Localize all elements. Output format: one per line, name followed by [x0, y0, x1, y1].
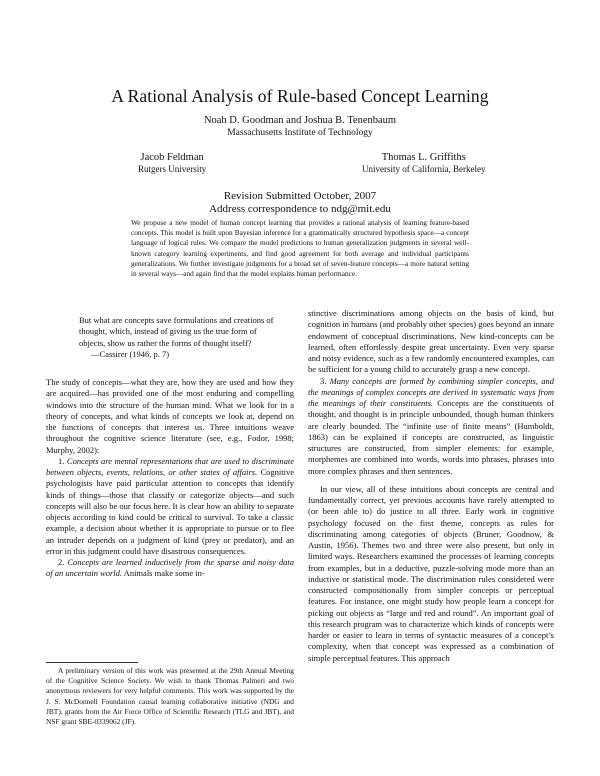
paragraph-text: Cognitive psychologists have paid particular attention to concepts that identify kinds of things—those that classify or categorize objects—and such concepts will also be our focus here. It is clear how an ability to separate objects according to kind could be critical to survival. To take a classic example, a decision about whether it is appropriate to pursue or to flee an intruder depends on a judgment of kind (prey or predator), and an error in this judgment could have disastrous consequences.	[46, 467, 294, 556]
body-paragraph: The study of concepts—what they are, how they are used and how they are acquired—has provided one of the most enduring and compelling windows into the structure of the human mind. What we look for in a theory of concepts, and what kinds of concepts we look at, depend on the functions of concepts that interest us. Three intuitions weave throughout the cognitive science literature (see, e.g., Fodor, 1998; Murphy, 2002):	[46, 377, 294, 455]
paper-title: A Rational Analysis of Rule-based Concept Learning	[111, 86, 489, 106]
body-paragraph: stinctive discriminations among objects on the basis of kind, but cognition in humans (and probably other species) goes beyond an innate endowment of conceptual discriminations. New kind-concepts can be learned, often effortlessly despite great uncertainty. Even very sparse and noisy evidence, such as a few randomly encountered examples, can be sufficient for a young child to accurately grasp a new concept.	[308, 308, 554, 375]
paragraph-text: Animals make some in-	[122, 568, 205, 579]
correspondence-address: Address correspondence to ndg@mit.edu	[209, 202, 391, 215]
epigraph	[79, 315, 279, 360]
author-name: Thomas L. Griffiths	[381, 152, 466, 163]
footnote-rule	[46, 662, 138, 663]
author-block-griffiths	[362, 152, 485, 174]
authors-affiliation: Massachusetts Institute of Technology	[227, 128, 373, 138]
body-paragraph	[308, 376, 554, 477]
footnote: A preliminary version of this work was presented at the 29th Annual Meeting of the Cognitive Science Society. We wish to thank Thomas Palmeri and two anonymous reviewers for very helpful comments. This work was supported by the J. S. McDonnell Foundation causal learning collaborative initiative (NDG and JBT), grants from the Air Force Office of Scientific Research (TLG and JBT), and NSF grant SBE-0339062 (JF).	[46, 666, 294, 727]
paragraph-text: Concepts are the constituents of thought, and thought is in principle unbounded, though human thinkers are clearly bounded. The “infinite use of finite means” (Humboldt, 1863) can be explained if concepts are constructed, as linguistic structures are constructed, from simpler elements: for example, morphemes are combined into words, words into phrases, phrases into more complex phrases and then sentences.	[308, 398, 554, 476]
abstract: We propose a new model of human concept learning that provides a rational analysis of learning feature-based concepts. This model is built upon Bayesian inference for a grammatically structured hypothesis space—a concept language of logical rules. We compare the model predictions to human generalization judgments in several well-known category learning experiments, and find good agreement for both average and individual participants generalizations. We further investigate judgments for a broad set of seven-feature concepts—a more natural setting in several ways—and again find that the model explains human performance.	[131, 218, 469, 279]
list-number: 2.	[58, 557, 68, 567]
authors-line: Noah D. Goodman and Joshua B. Tenenbaum	[203, 115, 397, 126]
epigraph-quote: But what are concepts save formulations and creations of thought, which, instead of giving us the true form of objects, show us rather the forms of thought itself?	[79, 315, 274, 348]
author-block-feldman	[138, 152, 206, 174]
body-paragraph: In our view, all of these intuitions about concepts are central and fundamentally correct, yet previous accounts have rarely attempted to (or been able to) do justice to all three. Early work in cognitive psychology focused on the first theme, concepts as rules for discriminating among categories of objects (Bruner, Goodnow, & Austin, 1956). Themes two and three were also present, but only in limited ways. Researchers examined the processes of learning concepts from examples, but in a deductive, puzzle-solving mode more than an inductive or statistical mode. The discrimination rules considered were constructed compositionally from simpler concepts or perceptual features. For instance, one might study how people learn a concept for picking out objects as “large and red and round”. An important goal of this research program was to characterize which kinds of concepts were harder or easier to learn in terms of syntactic measures of a concept’s complexity, when that concept was expressed as a combination of simple perceptual features. This approach	[308, 483, 554, 663]
emphasis-text: Concepts are mental representations that are used to discriminate between objects, events, relations, or other states of affairs.	[46, 455, 295, 477]
author-affiliation: University of California, Berkeley	[362, 164, 486, 174]
emphasis-text: Many concepts are formed by combining simpler concepts, and the meanings of complex concepts are derived in systematic ways from the meanings of their constituents.	[308, 375, 555, 408]
list-number: 1.	[58, 455, 67, 466]
epigraph-citation: —Cassirer (1946, p. 7)	[91, 348, 170, 359]
list-number: 3.	[320, 375, 330, 386]
body-paragraph	[46, 456, 294, 557]
emphasis-text: Concepts are learned inductively from the sparse and noisy data of an uncertain world.	[46, 557, 295, 579]
body-paragraph	[46, 557, 294, 580]
author-name: Jacob Feldman	[140, 152, 204, 163]
author-affiliation: Rutgers University	[138, 164, 207, 174]
revision-block	[0, 190, 600, 215]
revision-date: Revision Submitted October, 2007	[223, 190, 377, 202]
right-column	[308, 308, 554, 664]
left-column	[46, 377, 294, 580]
